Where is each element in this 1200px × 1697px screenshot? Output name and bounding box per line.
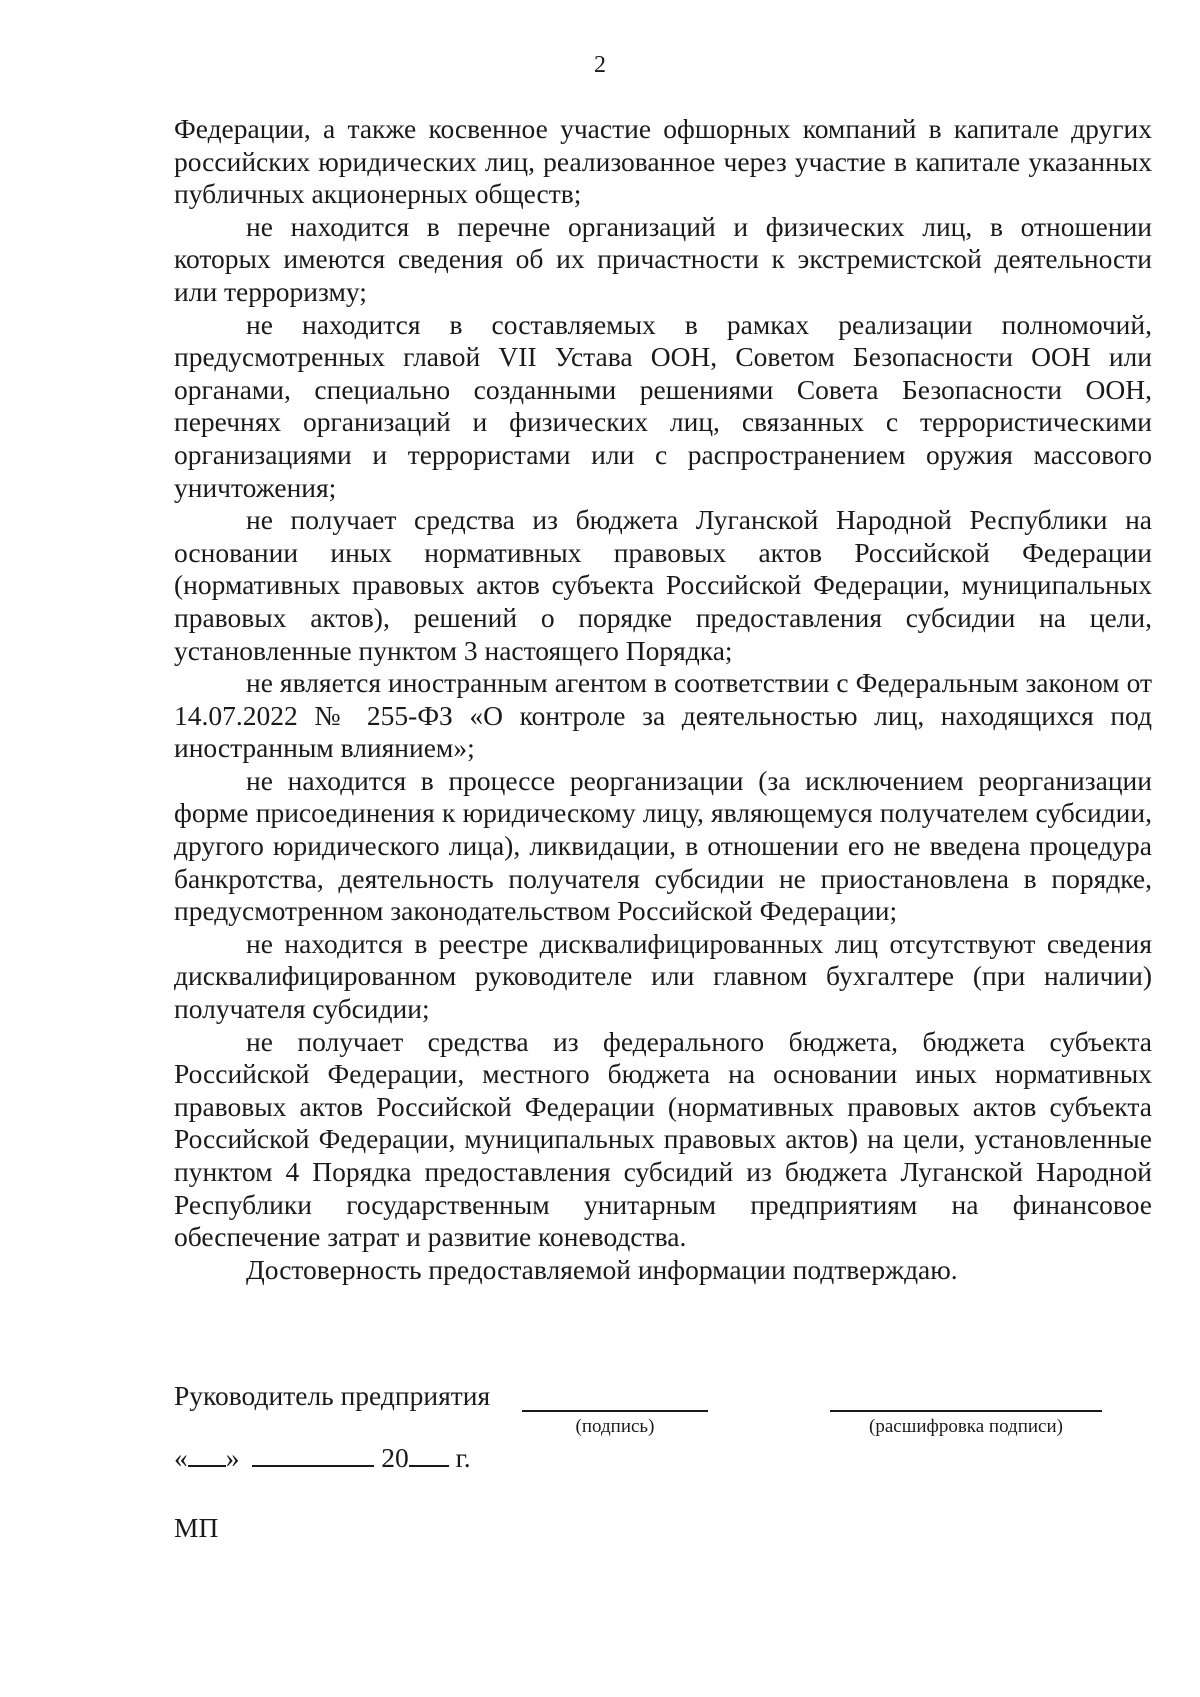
paragraph-extremism-list: не находится в перечне организаций и физических лиц, в отношении которых имеются сведения об их причастности к экстремистской деятельности или терроризму;	[174, 210, 1152, 307]
signature-caption: (подпись)	[575, 1416, 655, 1437]
year-suffix: г.	[455, 1442, 471, 1473]
signature-label: Руководитель предприятия	[174, 1380, 491, 1411]
stamp-place: МП	[174, 1512, 219, 1543]
month-blank	[252, 1441, 374, 1467]
document-body	[174, 113, 1152, 1286]
date-close-quote: »	[225, 1442, 240, 1473]
paragraph-disqualified-register: не находится в реестре дисквалифицированных лиц отсутствуют сведения дисквалифицированном руководителе или главном бухгалтере (при наличии) получателя субсидии;	[174, 927, 1152, 1025]
paragraph-federal-budget: не получает средства из федерального бюджета, бюджета субъекта Российской Федерации, местного бюджета на основании иных нормативных правовых актов Российской Федерации (нормативных правовых актов субъекта Российской Федерации, муниципальных правовых актов) на цели, установленные пунктом 4 Порядка предоставления субсидий из бюджета Луганской Народной Республики государственным унитарным предприятиям на финансовое обеспечение затрат и развитие коневодства.	[174, 1025, 1152, 1253]
year-blank	[409, 1441, 449, 1467]
signature-decoding-caption: (расшифровка подписи)	[869, 1416, 1063, 1437]
paragraph-continuation: Федерации, а также косвенное участие офшорных компаний в капитале других российских юридических лиц, реализованное через участие в капитале указанных публичных акционерных обществ;	[174, 113, 1152, 210]
date-line	[174, 1441, 471, 1474]
date-open-quote: «	[174, 1442, 188, 1473]
paragraph-lpr-budget: не получает средства из бюджета Луганской Народной Республики на основании иных нормативных правовых актов Российской Федерации (нормативных правовых актов субъекта Российской Федерации, муниципальных правовых актов), решений о порядке предоставления субсидии на цели, установленные пунктом 3 настоящего Порядка;	[174, 504, 1152, 666]
paragraph-foreign-agent: не является иностранным агентом в соответствии с Федеральным законом от 14.07.2022 № 255-ФЗ «О контроле за деятельностью лиц, находящихся под иностранным влиянием»;	[174, 667, 1152, 764]
paragraph-reorganization: не находится в процессе реорганизации (за исключением реорганизации форме присоединения к юридическому лицу, являющемуся получателем субсидии, другого юридического лица), ликвидации, в отношении его не введена процедура банкротства, деятельность получателя субсидии не приостановлена в порядке, предусмотренном законодательством Российской Федерации;	[174, 764, 1152, 927]
paragraph-confirmation: Достоверность предоставляемой информации подтверждаю.	[246, 1253, 958, 1285]
signature-decoding-line	[830, 1410, 1102, 1412]
paragraph-un-sanctions: не находится в составляемых в рамках реализации полномочий, предусмотренных главой VII Устава ООН, Советом Безопасности ООН или органами, специально созданными решениями Совета Безопасности ООН, перечнях организаций и физических лиц, связанных с террористическими организациями и террористами или с распространением оружия массового уничтожения;	[174, 308, 1152, 503]
year-prefix: 20	[381, 1442, 409, 1473]
day-blank	[188, 1441, 226, 1467]
signature-line	[522, 1410, 708, 1412]
page-number: 2	[594, 52, 606, 78]
